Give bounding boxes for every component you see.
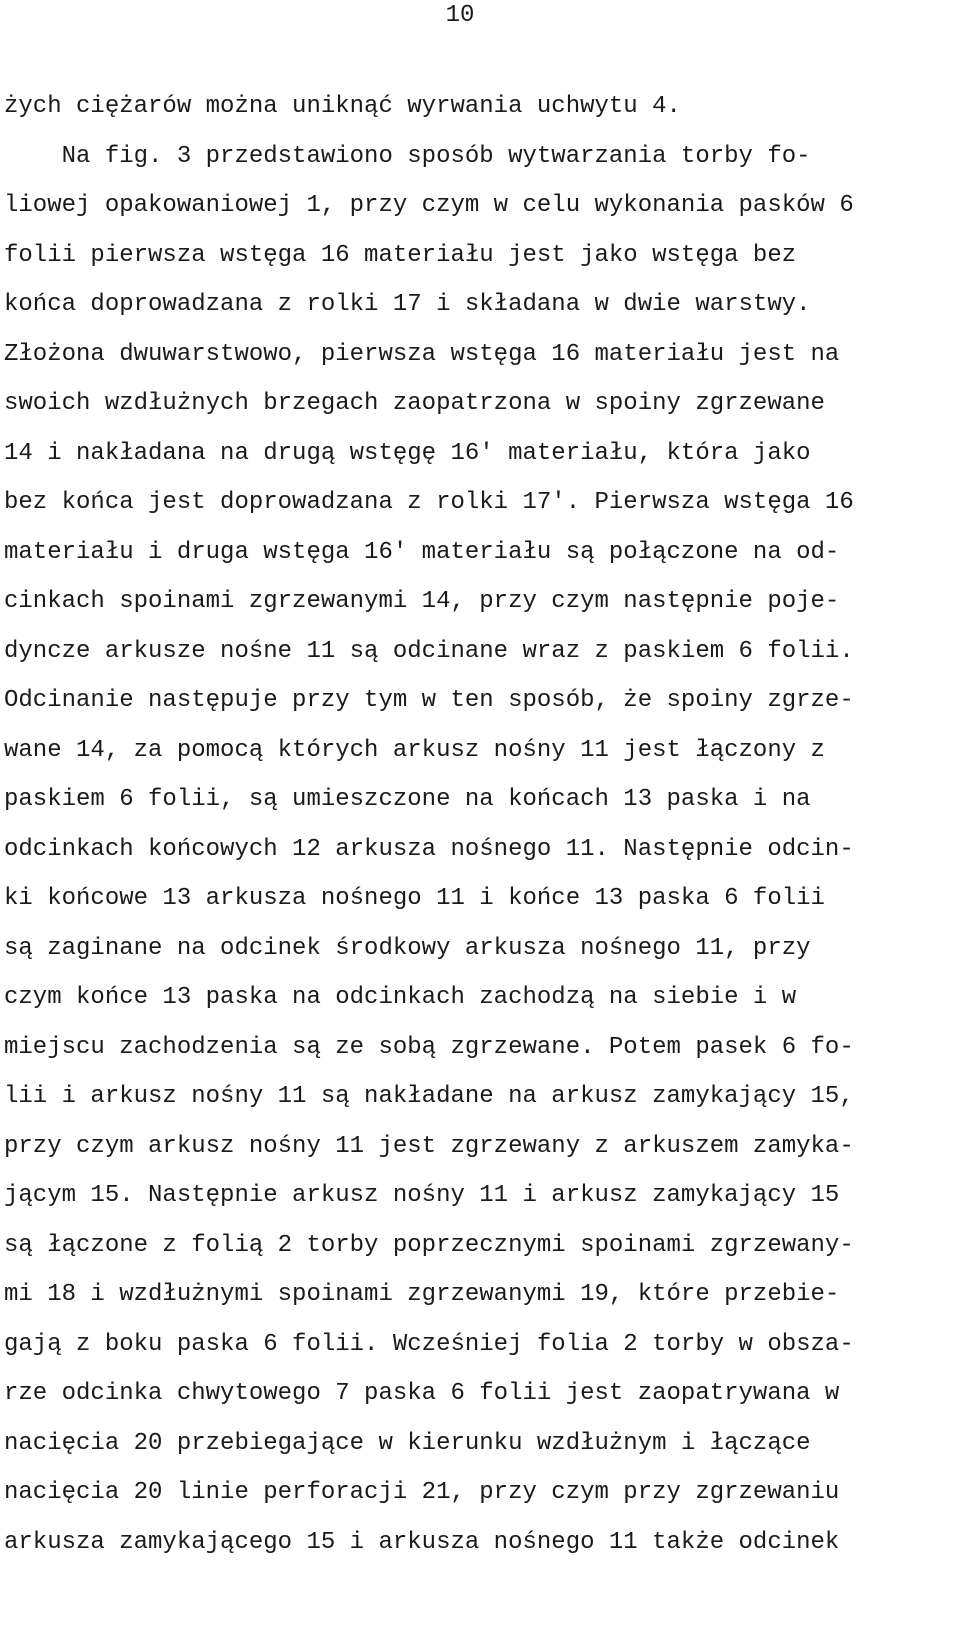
text-line: arkusza zamykającego 15 i arkusza nośnego 11 także odcinek [4,1528,840,1556]
text-line: Na fig. 3 przedstawiono sposób wytwarzania torby fo- [4,142,811,170]
text-line: Odcinanie następuje przy tym w ten sposób, że spoiny zgrze- [4,687,854,714]
text-line: gają z boku paska 6 folii. Wcześniej folia 2 torby w obsza- [4,1330,854,1358]
text-line: materiału i druga wstęga 16′ materiału są połączone na od- [4,538,840,566]
text-line: wane 14, za pomocą których arkusz nośny 11 jest łączony z [4,736,825,764]
text-line: nacięcia 20 linie perforacji 21, przy czym przy zgrzewaniu [4,1479,840,1506]
text-line: odcinkach końcowych 12 arkusza nośnego 11. Następnie odcin- [4,835,854,863]
text-line: ki końcowe 13 arkusza nośnego 11 i końce 13 paska 6 folii [4,885,825,912]
text-line: dyncze arkusze nośne 11 są odcinane wraz z paskiem 6 folii. [4,637,854,665]
text-line: są łączone z folią 2 torby poprzecznymi spoinami zgrzewany- [4,1231,854,1259]
text-line: jącym 15. Następnie arkusz nośny 11 i arkusz zamykający 15 [4,1182,840,1209]
text-line: miejscu zachodzenia są ze sobą zgrzewane. Potem pasek 6 fo- [4,1033,854,1061]
text-line: lii i arkusz nośny 11 są nakładane na arkusz zamykający 15, [4,1083,854,1110]
text-line: folii pierwsza wstęga 16 materiału jest jako wstęga bez [4,241,797,269]
text-line: czym końce 13 paska na odcinkach zachodzą na siebie i w [4,984,797,1011]
text-line: cinkach spoinami zgrzewanymi 14, przy czym następnie poje- [4,588,840,615]
text-line: są zaginane na odcinek środkowy arkusza nośnego 11, przy [4,934,811,962]
text-line: końca doprowadzana z rolki 17 i składana w dwie warstwy. [4,291,811,318]
body-text [4,82,854,1567]
text-line: rze odcinka chwytowego 7 paska 6 folii jest zaopatrywana w [4,1380,840,1407]
text-line: liowej opakowaniowej 1, przy czym w celu wykonania pasków 6 [4,192,854,219]
text-line: paskiem 6 folii, są umieszczone na końcach 13 paska i na [4,786,811,813]
text-line: mi 18 i wzdłużnymi spoinami zgrzewanymi 19, które przebie- [4,1281,840,1308]
page-number: 10 [445,2,475,29]
text-line: żych ciężarów można uniknąć wyrwania uchwytu 4. [4,93,681,120]
text-line: przy czym arkusz nośny 11 jest zgrzewany z arkuszem zamyka- [4,1132,854,1160]
text-line: 14 i nakładana na drugą wstęgę 16′ materiału, która jako [4,439,811,467]
text-line: bez końca jest doprowadzana z rolki 17′. Pierwsza wstęga 16 [4,489,854,516]
text-line: swoich wzdłużnych brzegach zaopatrzona w spoiny zgrzewane [4,390,825,417]
text-line: Złożona dwuwarstwowo, pierwsza wstęga 16 materiału jest na [4,340,840,368]
text-line: nacięcia 20 przebiegające w kierunku wzdłużnym i łączące [4,1429,811,1457]
